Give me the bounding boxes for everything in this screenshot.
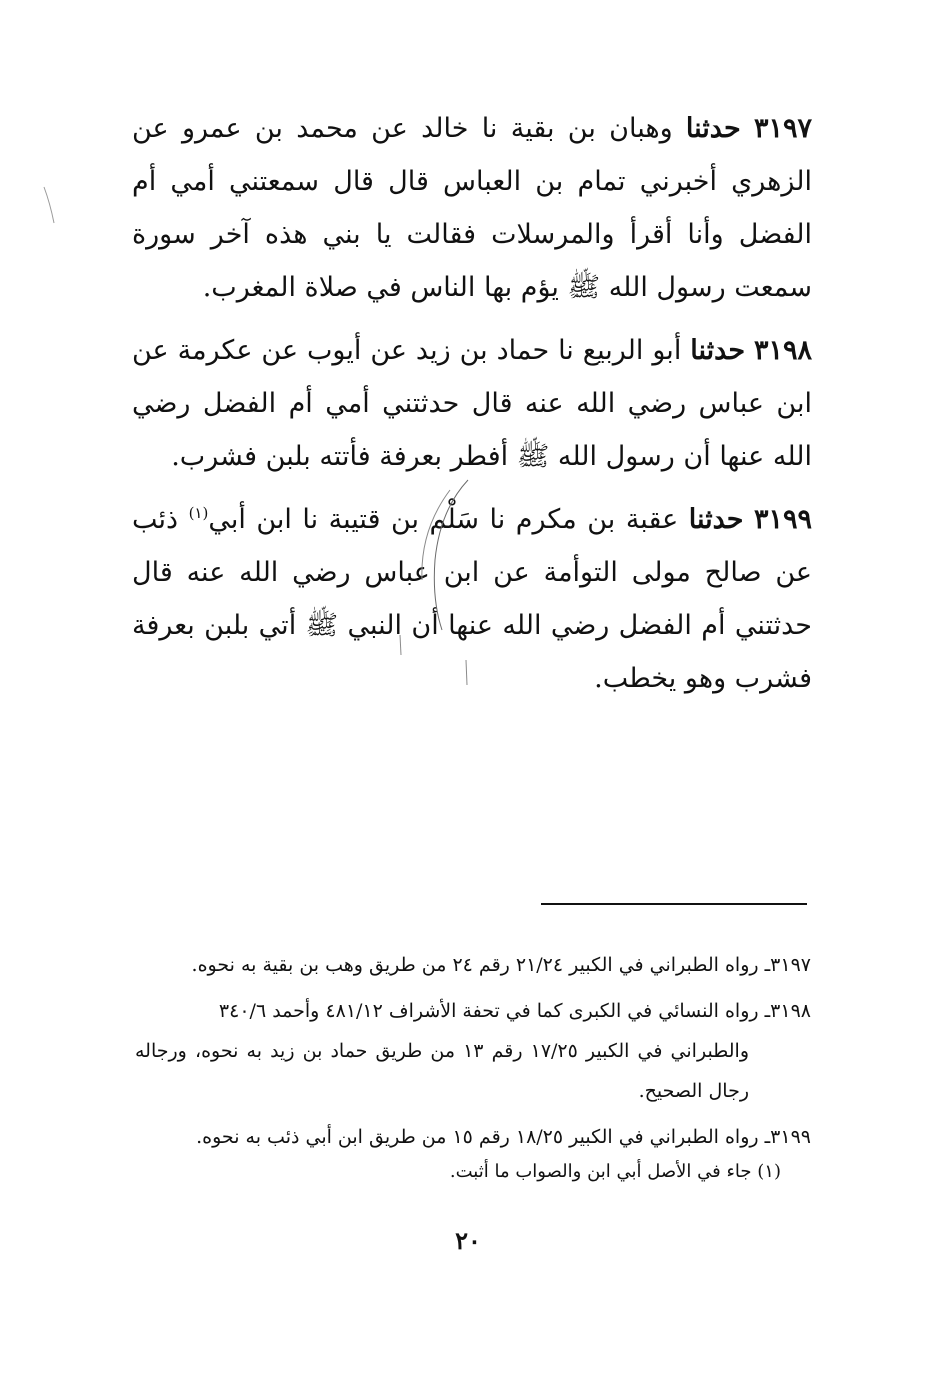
note-text: ـ رواه النسائي في الكبرى كما في تحفة الأشراف ٤٨١/١٢ وأحمد ٣٤٠/٦ xyxy=(218,1000,771,1022)
hadith-number: ٣١٩٩ xyxy=(753,504,812,535)
page-number: ٢٠ xyxy=(455,1226,481,1255)
hadith-text: أبو الربيع نا حماد بن زيد عن أيوب عن عكرمة عن ابن عباس رضي الله عنه قال حدثتني أمي أم الفضل رضي الله عنها أن رسول الله ﷺ أفطر بعرفة فأتته بلبن فشرب. xyxy=(132,335,812,472)
hadith-text: وهبان بن بقية نا خالد عن محمد بن عمرو عن الزهري أخبرني تمام بن العباس قال قال سمعتني أمي أم الفضل وأنا أقرأ والمرسلات فقالت يا بني هذه آخر سورة سمعت رسول الله ﷺ يؤم بها الناس في صلاة المغرب. xyxy=(132,113,812,303)
note-text: ـ رواه الطبراني في الكبير ١٨/٢٥ رقم ١٥ من طريق ابن أبي ذئب به نحوه. xyxy=(196,1126,771,1148)
hadith-3197 xyxy=(132,102,812,314)
note-3197 xyxy=(135,945,811,985)
footnotes-section xyxy=(135,945,811,1187)
hadith-lead-word: حدثنا xyxy=(688,504,744,535)
hadith-lead-word: حدثنا xyxy=(690,335,746,366)
note-number: ٣١٩٧ xyxy=(770,954,811,976)
hadith-lead-word: حدثنا xyxy=(685,113,741,144)
hadith-text: عقبة بن مكرم نا سَلْم بن قتيبة نا ابن أبي xyxy=(208,504,679,535)
note-number: ٣١٩٨ xyxy=(770,1000,811,1022)
hadith-number: ٣١٩٧ xyxy=(753,113,812,144)
hadith-number: ٣١٩٨ xyxy=(754,335,813,366)
hadith-3198 xyxy=(132,324,812,483)
note-number: ٣١٩٩ xyxy=(770,1126,811,1148)
note-continuation: والطبراني في الكبير ١٧/٢٥ رقم ١٣ من طريق حماد بن زيد به نحوه، ورجاله رجال الصحيح. xyxy=(135,1040,750,1102)
footnote-marker: (١) xyxy=(188,504,209,522)
footnote-1: (١) جاء في الأصل أبي ابن والصواب ما أثبت. xyxy=(449,1161,781,1182)
scan-edge-mark xyxy=(40,185,60,225)
note-3199 xyxy=(135,1117,811,1157)
footnote-divider xyxy=(541,903,807,905)
hadith-text-continued: ذئب عن صالح مولى التوأمة عن ابن عباس رضي الله عنه قال حدثتني أم الفضل رضي الله عنها أن النبي ﷺ أتي بلبن بعرفة فشرب وهو يخطب. xyxy=(132,504,812,694)
pencil-marks xyxy=(380,470,490,690)
note-3198 xyxy=(135,991,811,1111)
note-text: ـ رواه الطبراني في الكبير ٢١/٢٤ رقم ٢٤ من طريق وهب بن بقية به نحوه. xyxy=(191,954,771,976)
